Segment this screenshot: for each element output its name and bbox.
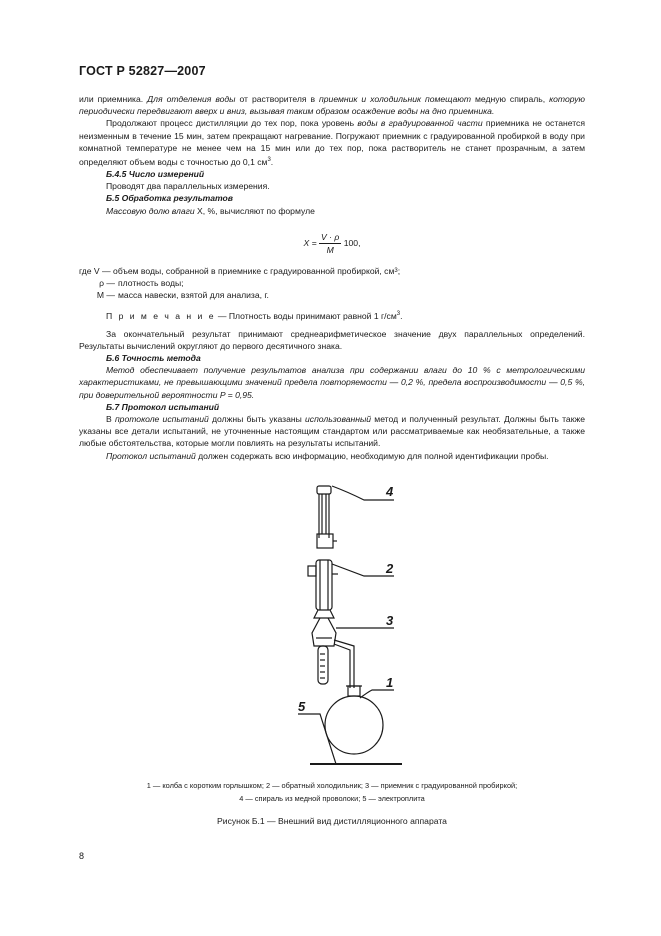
paragraph-formula-intro xyxy=(79,205,585,217)
text-run: ; xyxy=(397,265,401,276)
formula-rhs: 100, xyxy=(343,237,361,248)
text-run: . xyxy=(270,156,274,167)
section-heading-b6: Б.6 Точность метода xyxy=(106,352,201,363)
document-header: ГОСТ Р 52827—2007 xyxy=(79,64,206,78)
reflux-condenser xyxy=(308,560,338,618)
text-run: воды в градуированной части xyxy=(357,118,483,129)
text-run: метод и полученный результат. Должны быть также указаны все детали испытаний, не уточненные настоящим стандартом или рассматриваемые как необязательные, а также любые обстоятельства, которые могли повлиять на результаты испытаний. xyxy=(79,413,585,449)
leader-2 xyxy=(332,564,394,576)
formula-denominator: M xyxy=(326,245,334,256)
figure-label-5: 5 xyxy=(298,699,306,714)
text-run: или приемника. xyxy=(79,94,148,104)
superscript: 3 xyxy=(267,157,271,164)
text-run: приемник и холодильник помещают xyxy=(319,94,471,104)
text-run: Для отделения воды xyxy=(147,94,236,104)
caption-line: 1 — колба с коротким горлышком; 2 — обратный холодильник; 3 — приемник с градуированной пробиркой; xyxy=(146,781,518,790)
where-line-m xyxy=(79,289,585,301)
figure-label-4: 4 xyxy=(386,484,394,499)
text-run: Продолжают процесс дистилляции до тех пор, пока уровень xyxy=(106,118,358,129)
leader-4 xyxy=(332,486,394,500)
where-symbol: где V — xyxy=(79,265,111,276)
text-run: Массовую долю влаги xyxy=(106,205,195,216)
page-number: 8 xyxy=(79,851,85,861)
text-run: должны быть указаны xyxy=(208,413,305,424)
text-run: от растворителя в xyxy=(235,94,320,104)
text-run: В xyxy=(106,413,115,424)
text-run: протоколе испытаний xyxy=(114,413,209,424)
figure-title: Рисунок Б.1 — Внешний вид дистилляционного аппарата xyxy=(217,816,447,826)
caption-line: 4 — спираль из медной проволоки; 5 — электроплита xyxy=(239,794,425,803)
text-run: приемника не останется неизменным в течение 15 мин, затем прекращают нагревание. Погружают приемник с градуированной пробиркой в воду при комнатной температуре не менее чем на 15 мин или до тех пор, пока растворитель не станет прозрачным, а затем определяют объем воды с точностью до 0,1 см xyxy=(79,118,585,167)
note xyxy=(79,308,585,322)
where-text: масса навески, взятой для анализа, г. xyxy=(118,290,269,301)
where-symbol: M — xyxy=(96,290,115,301)
distillation-apparatus-figure xyxy=(290,478,410,768)
leader-5 xyxy=(298,714,336,764)
superscript: 3 xyxy=(394,267,398,274)
formula-fraction xyxy=(319,231,341,256)
where-symbol: ρ — xyxy=(99,278,115,289)
copper-spiral xyxy=(317,486,337,548)
figure-caption xyxy=(79,779,585,805)
text-run: использованный xyxy=(305,413,372,424)
text-run: . xyxy=(400,310,403,321)
document-body xyxy=(79,93,585,462)
figure-label-1: 1 xyxy=(386,675,394,690)
section-heading-b45: Б.4.5 Число измерений xyxy=(106,169,205,180)
text-run: X, %, вычисляют по формуле xyxy=(194,205,315,216)
where-text: объем воды, собранной в приемнике с градуированной пробиркой, см xyxy=(113,265,395,276)
text-run: которую периодически передвигают вверх и вниз, вызывая таким образом осаждение воды на дно приемника. xyxy=(79,94,585,117)
formula-numerator: V · ρ xyxy=(319,231,341,244)
formula-lhs: X = xyxy=(303,237,320,248)
paragraph-distillation xyxy=(79,117,585,168)
short-neck-flask xyxy=(325,686,383,754)
note-text: — Плотность воды принимают равной 1 г/см xyxy=(215,310,397,321)
paragraph-separation xyxy=(79,93,585,117)
where-line-rho xyxy=(79,277,585,289)
paragraph-accuracy: Метод обеспечивает получение результатов анализа при содержании влаги до 10 % с метрологическими характеристиками, не превышающими значений предела повторяемости — 0,2 %, предела воспроизводимости — 0,5 %, при доверительной вероятности P = 0,95. xyxy=(79,365,585,400)
superscript: 3 xyxy=(396,310,401,317)
paragraph-final-result: За окончательный результат принимают среднеарифметическое значение двух параллельных определений. Результаты вычислений округляют до первого десятичного знака. xyxy=(79,328,585,351)
paragraph-protocol xyxy=(79,413,585,450)
where-text: плотность воды; xyxy=(118,278,184,289)
text-run: должен содержать всю информацию, необходимую для полной идентификации пробы. xyxy=(195,450,549,461)
leader-1 xyxy=(360,690,394,698)
paragraph-measurements: Проводят два параллельных измерения. xyxy=(106,181,270,192)
section-heading-b5: Б.5 Обработка результатов xyxy=(106,193,234,204)
formula xyxy=(79,231,585,257)
text-run: Протокол испытаний xyxy=(106,450,196,461)
section-heading-b7: Б.7 Протокол испытаний xyxy=(106,401,220,412)
where-line-v xyxy=(79,265,585,277)
note-label: П р и м е ч а н и е xyxy=(106,310,216,321)
paragraph-protocol-content xyxy=(79,450,585,462)
figure-label-2: 2 xyxy=(386,561,394,576)
figure-label-3: 3 xyxy=(386,613,394,628)
text-run: медную спираль, xyxy=(471,94,550,104)
